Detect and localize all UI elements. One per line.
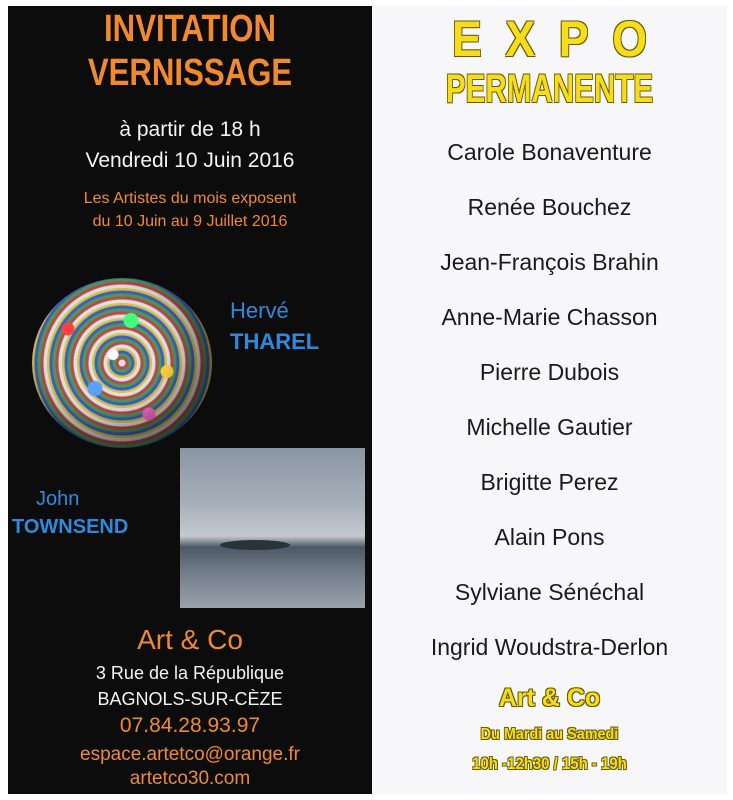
- address-street: 3 Rue de la République: [95, 663, 285, 683]
- phone-number: 07.84.28.93.97: [119, 714, 261, 737]
- artist-name: Brigitte Perez: [480, 469, 619, 495]
- opening-days: Du Mardi au Samedi: [480, 726, 619, 743]
- vernissage-title: VERNISSAGE: [87, 52, 293, 94]
- artist-name: Michelle Gautier: [466, 414, 633, 440]
- artist-name: Renée Bouchez: [467, 194, 632, 220]
- expo-panel: [372, 6, 727, 794]
- artist-name: Alain Pons: [494, 524, 605, 550]
- website: artetco30.com: [129, 768, 251, 789]
- expo-title: EXPO: [451, 11, 671, 67]
- sculpture-image: [32, 278, 212, 448]
- artist1-first-name: Hervé: [230, 298, 289, 323]
- artist2-last-name: TOWNSEND: [12, 516, 129, 538]
- artist-name: Jean-François Brahin: [440, 249, 659, 275]
- address-city: BAGNOLS-SUR-CÈZE: [97, 689, 283, 709]
- artist-name: Pierre Dubois: [479, 359, 620, 385]
- painting-image: [180, 448, 365, 608]
- artist1-last-name: THAREL: [230, 329, 320, 354]
- gallery-name-right: Art & Co: [498, 684, 601, 712]
- start-time: à partir de 18 h: [119, 118, 261, 141]
- permanente-title: PERMANENTE: [445, 67, 654, 111]
- opening-hours: 10h -12h30 / 15h - 19h: [472, 754, 627, 773]
- artist-name: Sylviane Sénéchal: [454, 579, 645, 605]
- invitation-title: INVITATION: [104, 8, 276, 50]
- email-address: espace.artetco@orange.fr: [80, 744, 300, 765]
- artist2-first-name: John: [36, 488, 80, 510]
- artists-month-line1: Les Artistes du mois exposent: [83, 190, 297, 207]
- artist-name: Carole Bonaventure: [447, 139, 652, 165]
- gallery-name: Art & Co: [137, 624, 243, 655]
- artist-name: Anne-Marie Chasson: [441, 304, 658, 330]
- artists-month-line2: du 10 Juin au 9 Juillet 2016: [92, 213, 288, 230]
- event-date: Vendredi 10 Juin 2016: [85, 149, 295, 172]
- artist-name: Ingrid Woudstra-Derlon: [430, 634, 669, 660]
- invitation-panel: [8, 6, 372, 794]
